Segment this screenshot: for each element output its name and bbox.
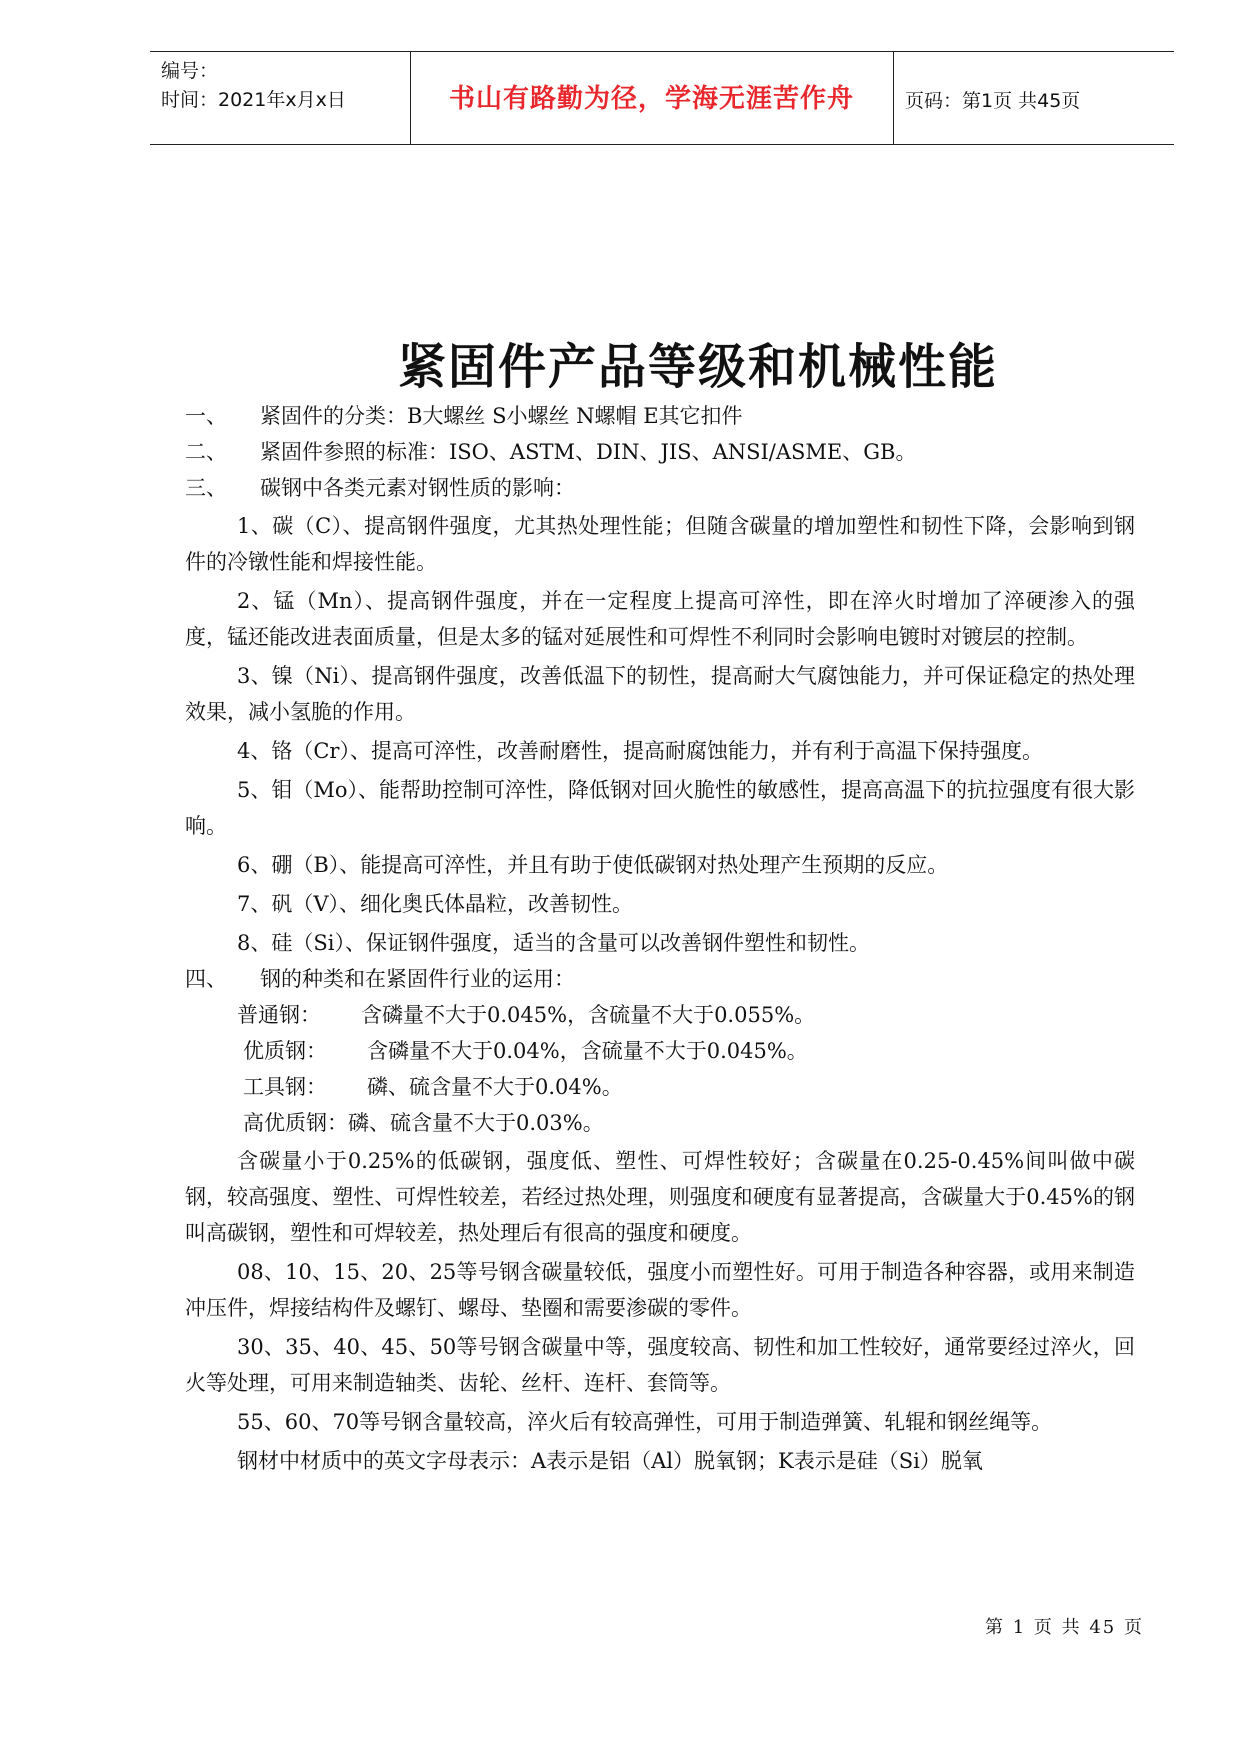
header-motto: 书山有路勤为径，学海无涯苦作舟	[448, 84, 854, 114]
steel-type-high-quality	[185, 1105, 1135, 1141]
page-footer: 第 1 页 共 45 页	[985, 1617, 1144, 1638]
steel-type-tool	[185, 1069, 1135, 1105]
steel-type-desc: 磷、硫含量不大于0.04%。	[367, 1075, 623, 1099]
section-heading-4	[185, 961, 1135, 997]
section-heading-2	[185, 434, 1135, 470]
element-paragraph-molybdenum: 5、钼（Mo）、能帮助控制可淬性，降低钢对回火脆性的敏感性，提高高温下的抗拉强度有很大影响。	[185, 778, 1136, 838]
section-number: 三、	[185, 476, 227, 500]
section-heading-1	[185, 398, 1135, 434]
document-time-label: 时间：2021年x月x日	[161, 89, 346, 111]
element-paragraph-manganese: 2、锰（Mn）、提高钢件强度，并在一定程度上提高可淬性，即在淬火时增加了淬硬渗入的强度，锰还能改进表面质量，但是太多的锰对延展性和可焊性不利同时会影响电镀时对镀层的控制。	[185, 589, 1135, 649]
carbon-content-paragraph: 含碳量小于0.25%的低碳钢，强度低、塑性、可焊性较好；含碳量在0.25-0.45%间叫做中碳钢，较高强度、塑性、可焊性较差，若经过热处理，则强度和硬度有显著提高，含碳量大于0.45%的钢叫高碳钢，塑性和可焊较差，热处理后有很高的强度和硬度。	[185, 1149, 1135, 1245]
section-text: 碳钢中各类元素对钢性质的影响：	[260, 476, 575, 500]
document-body	[185, 398, 1135, 1479]
section-text: 紧固件参照的标准：ISO、ASTM、DIN、JIS、ANSI/ASME、GB。	[260, 440, 917, 464]
header-page-indicator: 页码：第1页 共45页	[905, 90, 1081, 112]
section-number: 二、	[185, 440, 227, 464]
high-carbon-grades-paragraph: 55、60、70等号钢含量较高，淬火后有较高弹性，可用于制造弹簧、轧辊和钢丝绳等。	[237, 1410, 1053, 1434]
document-number-label: 编号：	[161, 60, 219, 82]
section-number: 四、	[185, 967, 227, 991]
element-paragraph-carbon: 1、碳（C）、提高钢件强度，尤其热处理性能；但随含碳量的增加塑性和韧性下降，会影响到钢件的冷镦性能和焊接性能。	[185, 514, 1135, 574]
header-divider-right	[893, 51, 894, 145]
steel-type-desc: 含磷量不大于0.045%，含硫量不大于0.055%。	[361, 1003, 816, 1027]
material-letters-paragraph: 钢材中材质中的英文字母表示：A表示是铝（Al）脱氧钢；K表示是硅（Si）脱氧	[237, 1449, 983, 1473]
steel-type-desc: 磷、硫含量不大于0.03%。	[348, 1111, 604, 1135]
steel-type-desc: 含磷量不大于0.04%，含硫量不大于0.045%。	[367, 1039, 808, 1063]
steel-type-name: 优质钢：	[243, 1039, 327, 1063]
header-meta	[161, 57, 346, 115]
header-bottom-rule	[150, 144, 1174, 145]
section-heading-3	[185, 470, 1135, 506]
steel-type-ordinary	[185, 997, 1135, 1033]
element-paragraph-chromium: 4、铬（Cr）、提高可淬性，改善耐磨性，提高耐腐蚀能力，并有利于高温下保持强度。	[237, 739, 1043, 763]
section-number: 一、	[185, 404, 227, 428]
steel-type-quality	[185, 1033, 1135, 1069]
steel-type-name: 工具钢：	[243, 1075, 327, 1099]
element-paragraph-nickel: 3、镍（Ni）、提高钢件强度，改善低温下的韧性，提高耐大气腐蚀能力，并可保证稳定的热处理效果，减小氢脆的作用。	[185, 664, 1135, 724]
section-text: 钢的种类和在紧固件行业的运用：	[260, 967, 575, 991]
element-paragraph-vanadium: 7、矾（V）、细化奥氏体晶粒，改善韧性。	[237, 892, 634, 916]
medium-carbon-grades-paragraph: 30、35、40、45、50等号钢含碳量中等，强度较高、韧性和加工性较好，通常要经过淬火，回火等处理，可用来制造轴类、齿轮、丝杆、连杆、套筒等。	[185, 1335, 1135, 1395]
steel-type-name: 高优质钢：	[243, 1111, 348, 1135]
low-carbon-grades-paragraph: 08、10、15、20、25等号钢含碳量较低，强度小而塑性好。可用于制造各种容器，或用来制造冲压件，焊接结构件及螺钉、螺母、垫圈和需要渗碳的零件。	[185, 1260, 1135, 1320]
page-title: 紧固件产品等级和机械性能	[398, 339, 999, 395]
steel-type-name: 普通钢：	[237, 1003, 321, 1027]
header-top-rule	[150, 51, 1174, 52]
section-text: 紧固件的分类：B大螺丝 S小螺丝 N螺帽 E其它扣件	[260, 404, 743, 428]
element-paragraph-boron: 6、硼（B）、能提高可淬性，并且有助于使低碳钢对热处理产生预期的反应。	[237, 853, 949, 877]
element-paragraph-silicon: 8、硅（Si）、保证钢件强度，适当的含量可以改善钢件塑性和韧性。	[237, 931, 870, 955]
